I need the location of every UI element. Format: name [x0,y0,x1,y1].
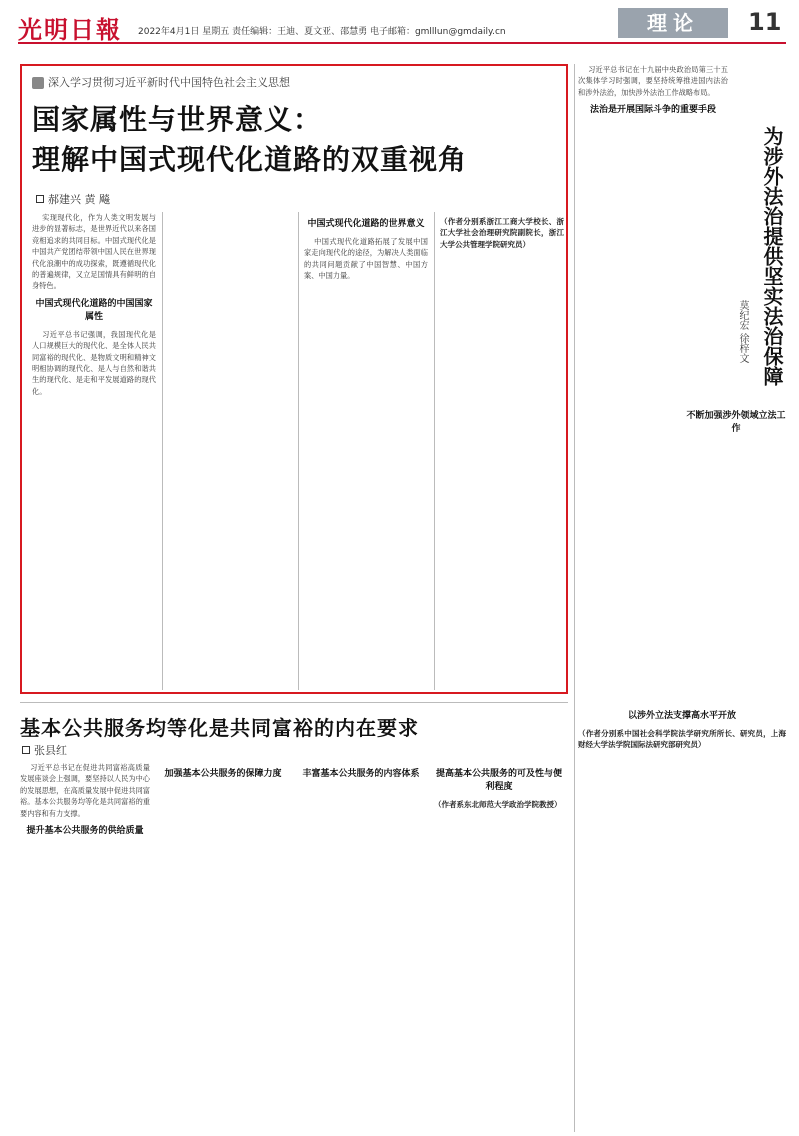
right-article-title: 为涉外法治提供坚实法治保障 [760,126,784,386]
byline-icon [36,195,44,203]
byline-icon [22,746,30,754]
masthead [18,6,786,44]
a2-column-1: 习近平总书记在促进共同富裕高质量发展座谈会上强调，要坚持以人民为中心的发展思想，在高质量发展中促进共同富裕。基本公共服务均等化是共同富裕的重要内容和有力支撑。 提升基本公共服务的供给质量 [20,763,150,837]
right-article-byline: 莫纪宏 徐梓文 [737,300,748,364]
a2-column-3 [296,762,426,1130]
feature-article [20,64,568,694]
right-author-note: （作者分别系中国社会科学院法学研究所所长、研究员，上海财经大学法学院国际法研究部研究员） [578,729,786,750]
feature-author-note: （作者分别系浙江工商大学校长、浙江大学社会治理研究院副院长，浙江大学公共管理学院研究员） [440,217,564,249]
page-number: 11 [748,8,782,36]
feature-column-2 [168,212,292,690]
right-subheading-3: 以涉外立法支撑高水平开放 [627,711,736,721]
right-column-bottom [578,704,786,1124]
a2-subheading-3: 丰富基本公共服务的内容体系 [302,769,420,779]
feature-column-4 [440,212,564,690]
feature-subheading-2: 中国式现代化道路的世界意义 [307,219,425,229]
a2-subheading-1: 提升基本公共服务的供给质量 [26,826,144,837]
a2-subheading-4: 提高基本公共服务的可及性与便利程度 [435,769,562,792]
second-article [20,712,568,1132]
newspaper-logo: 光明日報 [18,15,122,44]
feature-column-1: 实现现代化，作为人类文明发展与进步的显著标志，是世界近代以来各国竞相追求的共同目标。中国式现代化是中国共产党团结带领中国人民在世界现代化浪潮中的成功探索，既遵循现代化的普遍规律，又立足国情具有鲜明的自身特色。 中国式现代化道路的中国国家属性 习近平总书记强调，我国现代化是人口规模巨大的现代化、是全体人民共同富裕的现代化、是物质文明和精神文明相协调的现代化、是人与自然和谐共生的现代化、是走和平发展道路的现代化。 [32,213,156,396]
right-article [578,64,788,1134]
feature-title: 国家属性与世界意义： 理解中国式现代化道路的双重视角 [32,103,468,176]
second-article-title: 基本公共服务均等化是共同富裕的内在要求 [20,716,419,740]
right-column-top: 习近平总书记在十九届中央政治局第三十五次集体学习时强调，要坚持统筹推进国内法治和涉外法治，加快涉外法治工作战略布局。 法治是开展国际斗争的重要手段 [578,65,728,116]
kicker: 深入学习贯彻习近平新时代中国特色社会主义思想 [32,74,290,90]
feature-byline: 郝建兴 黄 飚 [36,191,110,207]
a2-author-note: （作者系东北师范大学政治学院教授） [434,800,562,809]
kicker-icon [32,77,44,89]
a2-column-2 [158,762,288,1130]
right-subheading-1: 法治是开展国际斗争的重要手段 [589,105,716,116]
issue-info: 2022年4月1日 星期五 责任编辑：王迪、夏文亚、邵慧勇 电子邮箱：gmlllun@gmdaily.cn [138,27,506,37]
second-article-byline: 张县红 [22,742,67,758]
right-subheading-2: 不断加强涉外领域立法工作 [686,411,786,434]
a2-column-4 [434,762,564,1130]
a2-subheading-2: 加强基本公共服务的保障力度 [164,769,282,779]
feature-column-3: 中国式现代化道路的世界意义 中国式现代化道路拓展了发展中国家走向现代化的途径，为解决人类面临的共同问题贡献了中国智慧、中国方案、中国力量。 [304,219,428,281]
feature-subheading-1: 中国式现代化道路的中国国家属性 [35,298,153,322]
section-label: 理论 [618,8,728,38]
